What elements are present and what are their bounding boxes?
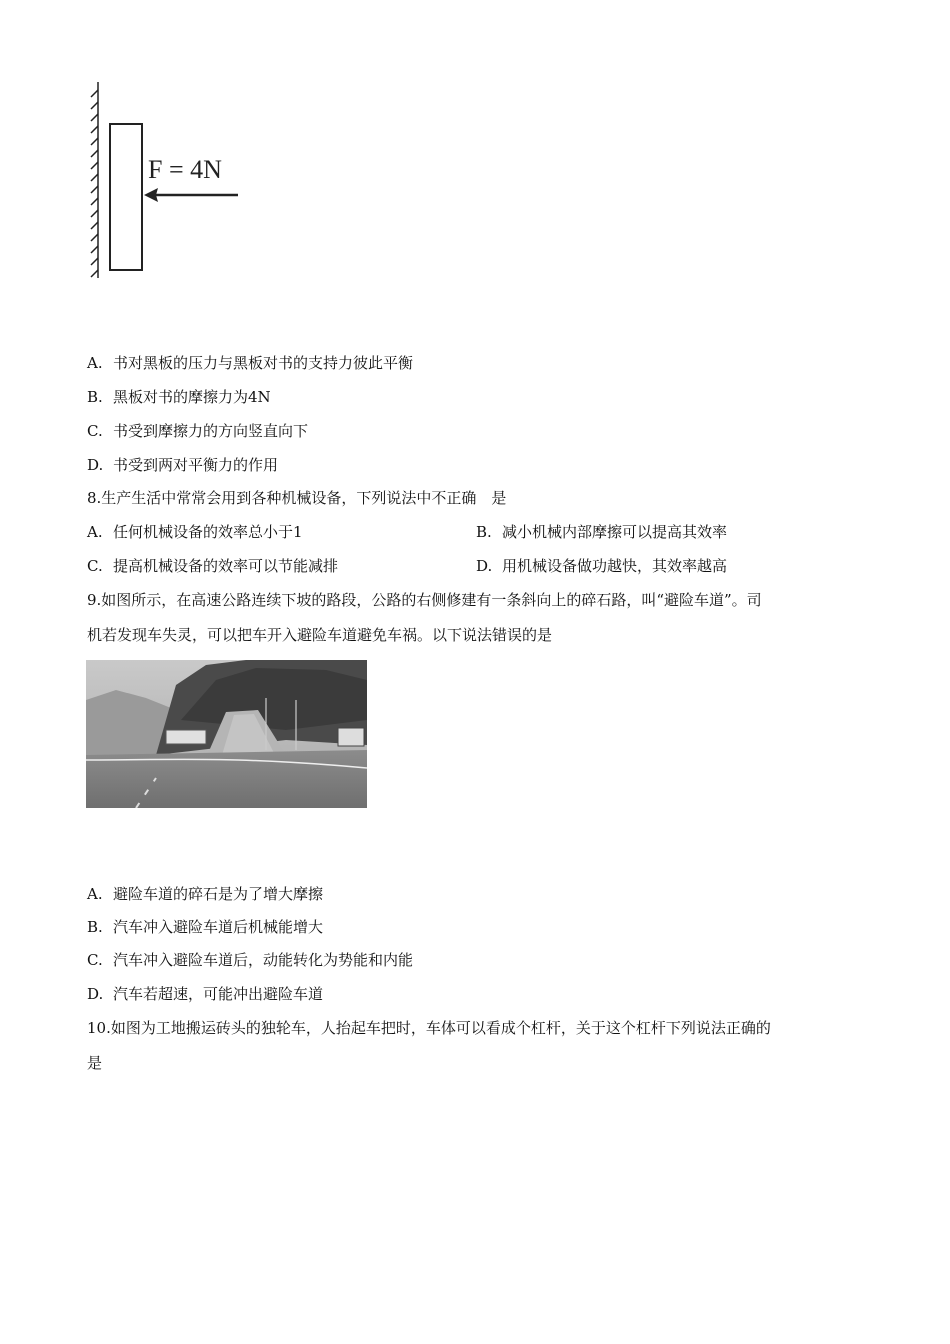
q7-option-a: A. 书对黑板的压力与黑板对书的支持力彼此平衡	[87, 354, 414, 372]
q10-stem-line2: 是	[87, 1054, 103, 1072]
q7-option-d: D. 书受到两对平衡力的作用	[87, 456, 279, 474]
q9-option-d: D. 汽车若超速，可能冲出避险车道	[87, 985, 324, 1003]
q9-stem-line1: 9.如图所示，在高速公路连续下坡的路段，公路的右侧修建有一条斜向上的碎石路，叫“避险车道”。司	[87, 591, 762, 609]
escape-ramp-photo	[86, 660, 367, 808]
q9-stem-line2: 机若发现车失灵，可以把车开入避险车道避免车祸。以下说法错误的是	[87, 626, 553, 644]
force-label: F = 4N	[148, 155, 222, 184]
q8-option-c: C. 提高机械设备的效率可以节能减排	[87, 557, 339, 575]
q7-option-c: C. 书受到摩擦力的方向竖直向下	[87, 422, 309, 440]
arrow-head-icon	[144, 188, 158, 202]
q8-option-a: A. 任何机械设备的效率总小于1	[87, 523, 303, 541]
q8-option-b: B. 减小机械内部摩擦可以提高其效率	[476, 523, 728, 541]
book-rectangle	[110, 124, 142, 270]
q8-option-d: D. 用机械设备做功越快，其效率越高	[476, 557, 728, 575]
q8-stem: 8.生产生活中常常会用到各种机械设备，下列说法中不正确 是	[87, 489, 507, 507]
wall-hatching	[91, 82, 98, 278]
q9-option-a: A. 避险车道的碎石是为了增大摩擦	[87, 885, 324, 903]
q7-option-b: B. 黑板对书的摩擦力为4N	[87, 388, 271, 406]
force-diagram	[86, 80, 256, 285]
q10-stem-line1: 10.如图为工地搬运砖头的独轮车，人抬起车把时，车体可以看成个杠杆，关于这个杠杆下列说法正确的	[87, 1019, 771, 1037]
q9-option-c: C. 汽车冲入避险车道后，动能转化为势能和内能	[87, 951, 414, 969]
q9-option-b: B. 汽车冲入避险车道后机械能增大	[87, 918, 324, 936]
